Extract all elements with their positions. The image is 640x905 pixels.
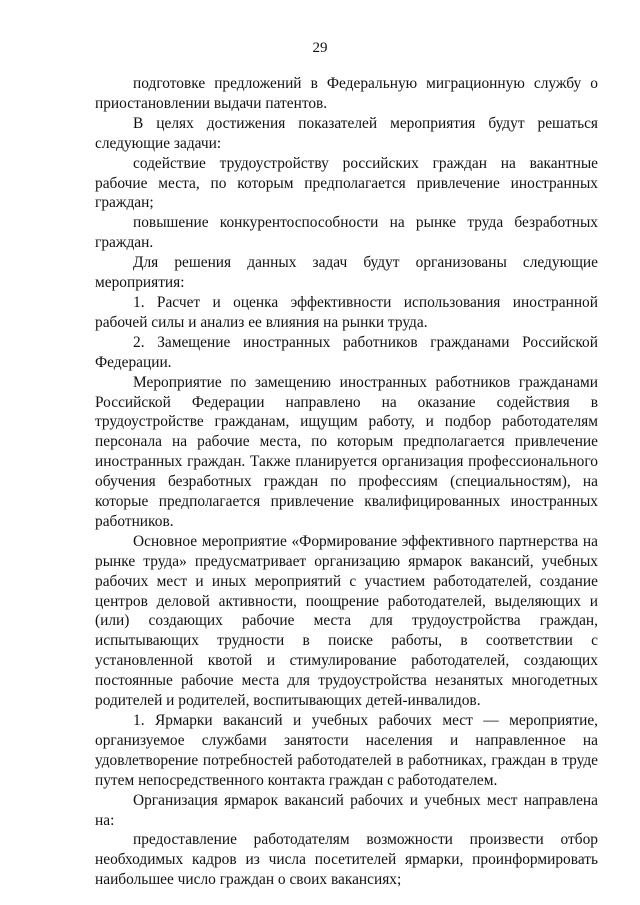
- paragraph-continuation: подготовке предложений в Федеральную миграционную службу о приостановлении выдачи патентов.: [95, 75, 598, 112]
- paragraph-employer-opportunity: предоставление работодателям возможности произвести отбор необходимых кадров из числа посетителей ярмарки, проинформировать наибольшее число граждан о своих вакансиях;: [95, 831, 598, 889]
- paragraph-tasks-intro: В целях достижения показателей мероприятия будут решаться следующие задачи:: [95, 114, 598, 152]
- document-body: [95, 74, 598, 890]
- paragraph-task-competitiveness: повышение конкурентоспособности на рынке труда безработных граждан.: [95, 214, 598, 252]
- paragraph-task-employment: содействие трудоустройству российских граждан на вакантные рабочие места, по которым предполагается привлечение иностранных граждан;: [95, 154, 598, 212]
- paragraph-measure-1: 1. Расчет и оценка эффективности использования иностранной рабочей силы и анализ ее влияния на рынки труда.: [95, 293, 598, 331]
- paragraph-job-fairs: 1. Ярмарки вакансий и учебных рабочих мест — мероприятие, организуемое службами занятости населения и направленное на удовлетворение потребностей работодателей в работниках, граждан в труде путем непосредственного контакта граждан с работодателем.: [95, 712, 598, 789]
- paragraph-partnership: Основное мероприятие «Формирование эффективного партнерства на рынке труда» предусматривает организацию ярмарок вакансий, учебных рабочих мест и иных мероприятий с участием работодателей, создание центров деловой активности, поощрение работодателей, выделяющих и (или) создающих рабочие места для трудоустройства граждан, испытывающих трудности в поиске работы, в соответствии с установленной квотой и стимулирование работодателей, создающих постоянные рабочие места для трудоустройства незанятых многодетных родителей и родителей, воспитывающих детей-инвалидов.: [95, 532, 598, 710]
- paragraph-measure-2: 2. Замещение иностранных работников гражданами Российской Федерации.: [95, 333, 598, 371]
- paragraph-replacement-description: Мероприятие по замещению иностранных работников гражданами Российской Федерации направлено на оказание содействия в трудоустройстве гражданам, ищущим работу, и подбор работодателям персонала на рабочие места, по которым предполагается привлечение иностранных граждан. Также планируется организация профессионального обучения безработных граждан по профессиям (специальностям), на которые предполагается привлечение квалифицированных иностранных работников.: [95, 373, 598, 530]
- paragraph-measures-intro: Для решения данных задач будут организованы следующие мероприятия:: [95, 254, 598, 292]
- page-number: 29: [312, 40, 328, 56]
- paragraph-fair-organization: Организация ярмарок вакансий рабочих и учебных мест направлена на:: [95, 791, 598, 829]
